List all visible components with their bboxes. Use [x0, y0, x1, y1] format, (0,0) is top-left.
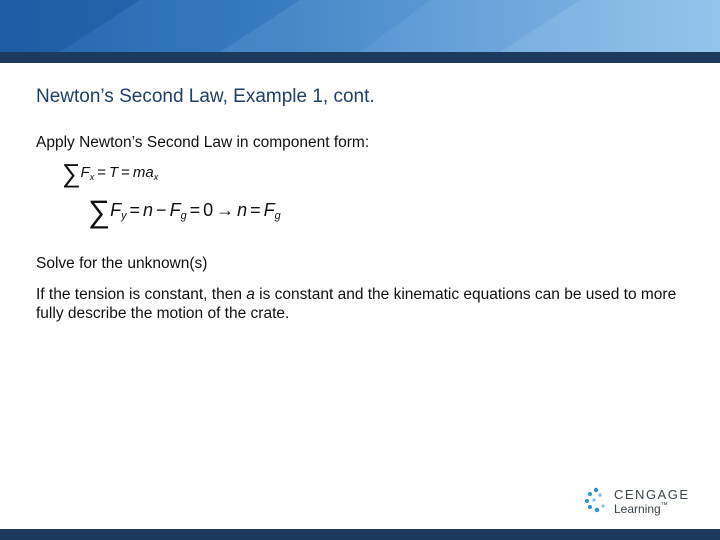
sigma-symbol: ∑ — [62, 158, 81, 188]
arrow-icon: → — [216, 200, 235, 220]
eq-term: n — [143, 200, 154, 220]
eq-term: 0 — [203, 200, 214, 220]
conclusion-part: If the tension is constant, then — [36, 286, 247, 303]
eq-operator: = — [250, 200, 261, 220]
eq-subscript: x — [153, 172, 159, 182]
header-bar — [0, 52, 720, 63]
eq-subscript: y — [121, 210, 127, 222]
eq-subscript: g — [180, 210, 187, 222]
conclusion-variable: a — [246, 286, 255, 303]
conclusion-part: is constant and the kinematic equations can be used to more fully describe the motion of the crate. — [36, 286, 677, 322]
eq-subscript: x — [89, 172, 95, 182]
logo-sub-text: Learning — [614, 502, 661, 516]
conclusion-text — [36, 285, 686, 323]
eq-term: T — [108, 164, 119, 181]
eq-subscript: g — [274, 210, 281, 222]
eq-operator: = — [97, 164, 106, 181]
eq-operator: − — [156, 200, 167, 220]
logo-trademark: ™ — [660, 502, 668, 509]
eq-term: n — [237, 200, 248, 220]
logo-sub — [614, 502, 668, 516]
eq-term: F — [110, 200, 122, 220]
solve-text: Solve for the unknown(s) — [36, 255, 208, 272]
eq-operator: = — [129, 200, 141, 220]
equation-sum-fy — [88, 194, 281, 230]
eq-term: F — [80, 164, 90, 181]
eq-term: ma — [132, 164, 154, 181]
intro-text: Apply Newton’s Second Law in component form: — [36, 134, 370, 151]
logo-brand: CENGAGE — [614, 487, 690, 502]
cengage-mark-icon — [584, 485, 610, 519]
footer-bar — [0, 529, 720, 540]
eq-term: F — [263, 200, 275, 220]
equation-sum-fx — [62, 158, 158, 189]
slide-title: Newton’s Second Law, Example 1, cont. — [36, 86, 375, 107]
header-banner — [0, 0, 720, 52]
sigma-symbol: ∑ — [88, 194, 111, 229]
eq-operator: = — [121, 164, 130, 181]
cengage-logo — [584, 485, 694, 519]
banner-pattern — [0, 0, 720, 52]
eq-operator: = — [189, 200, 201, 220]
eq-term: F — [169, 200, 181, 220]
